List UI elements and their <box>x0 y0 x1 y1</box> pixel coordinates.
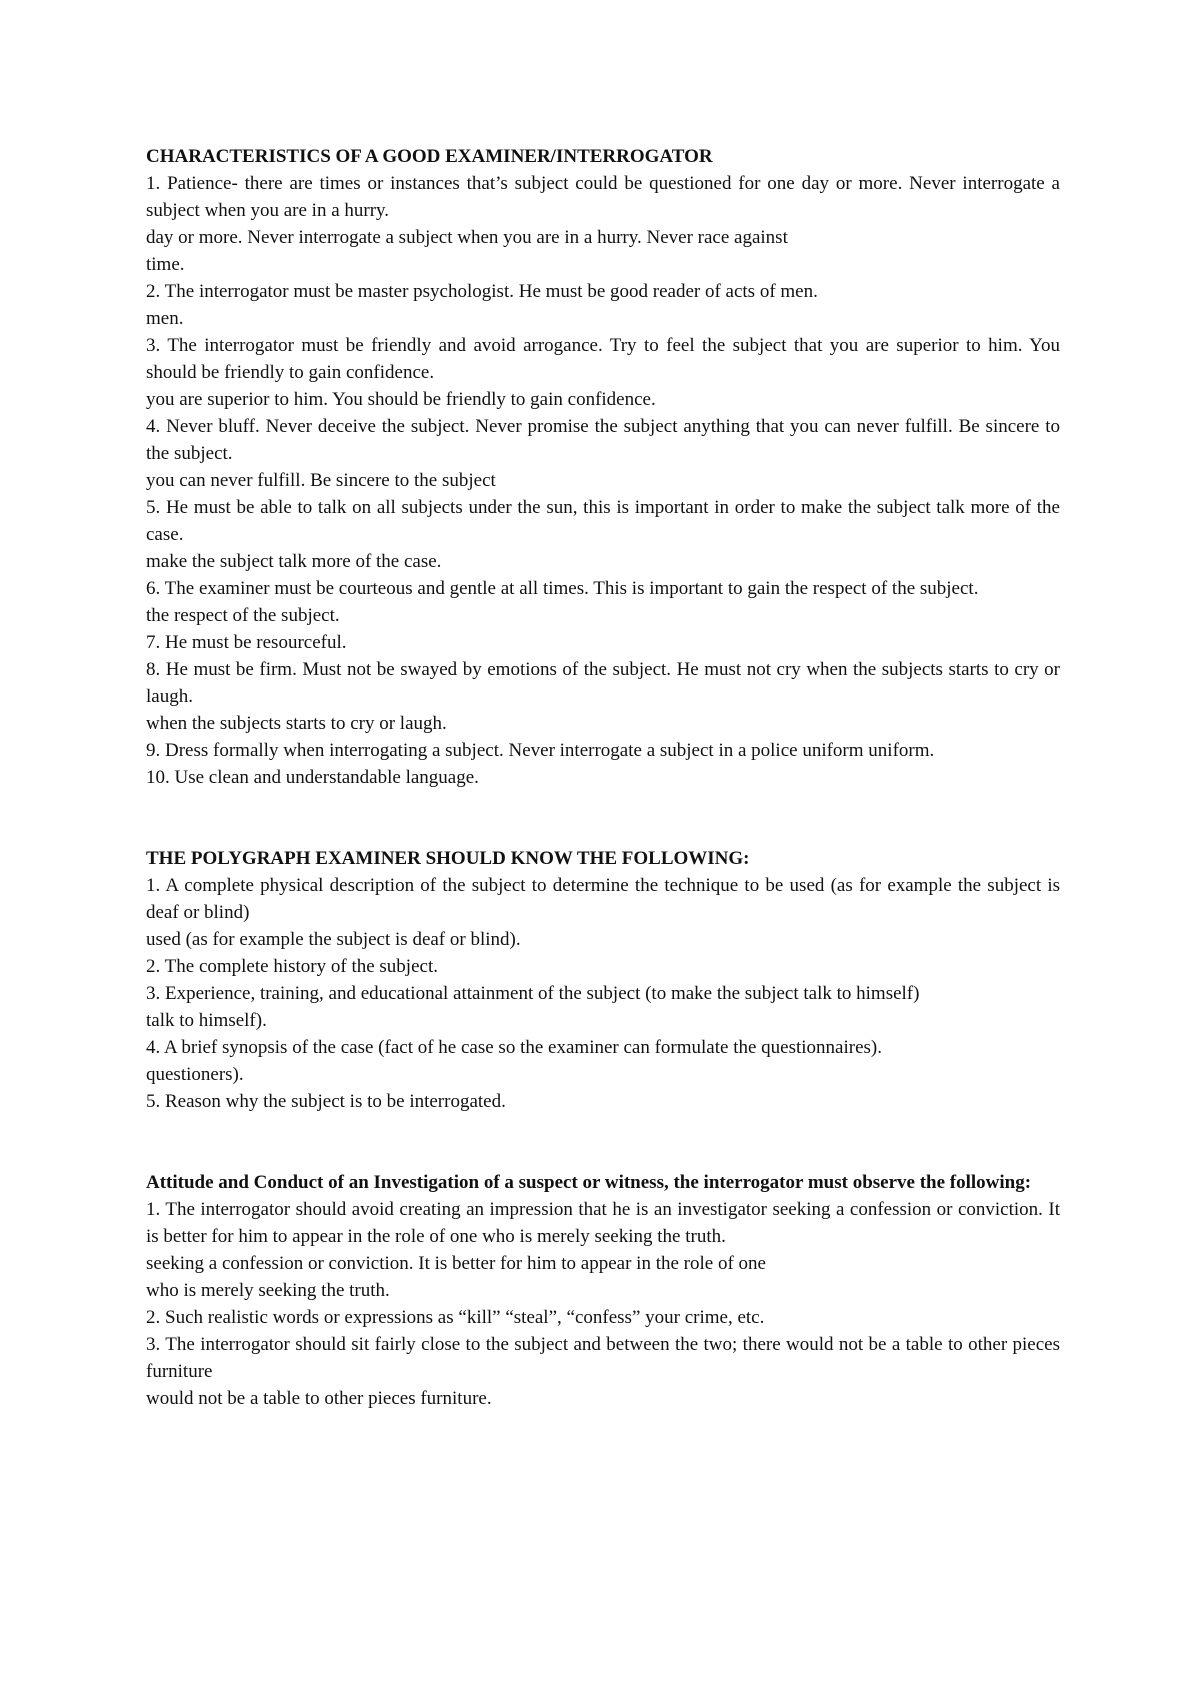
section2-line-5: talk to himself). <box>146 1010 267 1031</box>
section2-line-3: 2. The complete history of the subject. <box>146 956 438 977</box>
section2-line-2: used (as for example the subject is deaf or blind). <box>146 929 521 950</box>
document-page <box>146 143 1060 1412</box>
section3-line-1: 1. The interrogator should avoid creating an impression that he is an investigator seeking a confession or conviction. It is better for him to appear in the role of one who is merely seeking the truth. <box>146 1199 1060 1247</box>
section-spacer <box>146 1115 1060 1169</box>
section1-line-6: 3. The interrogator must be friendly and avoid arrogance. Try to feel the subject that you are superior to him. You should be friendly to gain confidence. <box>146 335 1060 383</box>
section1-line-1: 1. Patience- there are times or instances that’s subject could be questioned for one day or more. Never interrogate a subject when you are in a hurry. <box>146 173 1060 221</box>
section1-line-10: 5. He must be able to talk on all subjects under the sun, this is important in order to make the subject talk more of the case. <box>146 497 1060 545</box>
section1-line-13: the respect of the subject. <box>146 605 340 626</box>
section1-line-5: men. <box>146 308 184 329</box>
section1-line-15: 8. He must be firm. Must not be swayed by emotions of the subject. He must not cry when the subjects starts to cry or laugh. <box>146 659 1060 707</box>
section3-line-3: who is merely seeking the truth. <box>146 1280 390 1301</box>
section2-line-4: 3. Experience, training, and educational attainment of the subject (to make the subject talk to himself) <box>146 983 920 1004</box>
section2-line-8: 5. Reason why the subject is to be interrogated. <box>146 1091 506 1112</box>
section1-line-14: 7. He must be resourceful. <box>146 632 347 653</box>
section2-line-6: 4. A brief synopsis of the case (fact of he case so the examiner can formulate the questionnaires). <box>146 1037 882 1058</box>
section1-line-7: you are superior to him. You should be friendly to gain confidence. <box>146 389 656 410</box>
section3-line-4: 2. Such realistic words or expressions as “kill” “steal”, “confess” your crime, etc. <box>146 1307 765 1328</box>
section2-title: THE POLYGRAPH EXAMINER SHOULD KNOW THE FOLLOWING: <box>146 848 750 869</box>
section3-line-5: 3. The interrogator should sit fairly close to the subject and between the two; there would not be a table to other pieces furniture <box>146 1334 1060 1382</box>
section2-line-1: 1. A complete physical description of the subject to determine the technique to be used (as for example the subject is deaf or blind) <box>146 875 1060 923</box>
section1-line-12: 6. The examiner must be courteous and gentle at all times. This is important to gain the respect of the subject. <box>146 578 979 599</box>
section1-line-18: 10. Use clean and understandable language. <box>146 767 479 788</box>
section1-line-16: when the subjects starts to cry or laugh. <box>146 713 447 734</box>
section3-title: Attitude and Conduct of an Investigation of a suspect or witness, the interrogator must observe the following: <box>146 1172 1032 1193</box>
section1-line-17: 9. Dress formally when interrogating a subject. Never interrogate a subject in a police uniform uniform. <box>146 740 935 761</box>
section1-line-8: 4. Never bluff. Never deceive the subject. Never promise the subject anything that you can never fulfill. Be sincere to the subject. <box>146 416 1060 464</box>
section1-line-3: time. <box>146 254 185 275</box>
section1-line-9: you can never fulfill. Be sincere to the subject <box>146 470 496 491</box>
section3-line-6: would not be a table to other pieces furniture. <box>146 1388 492 1409</box>
section-spacer <box>146 791 1060 845</box>
section1-line-4: 2. The interrogator must be master psychologist. He must be good reader of acts of men. <box>146 281 818 302</box>
section1-line-11: make the subject talk more of the case. <box>146 551 442 572</box>
section1-title: CHARACTERISTICS OF A GOOD EXAMINER/INTERROGATOR <box>146 146 713 167</box>
section2-line-7: questioners). <box>146 1064 244 1085</box>
section1-line-2: day or more. Never interrogate a subject when you are in a hurry. Never race against <box>146 227 788 248</box>
section3-line-2: seeking a confession or conviction. It is better for him to appear in the role of one <box>146 1253 766 1274</box>
